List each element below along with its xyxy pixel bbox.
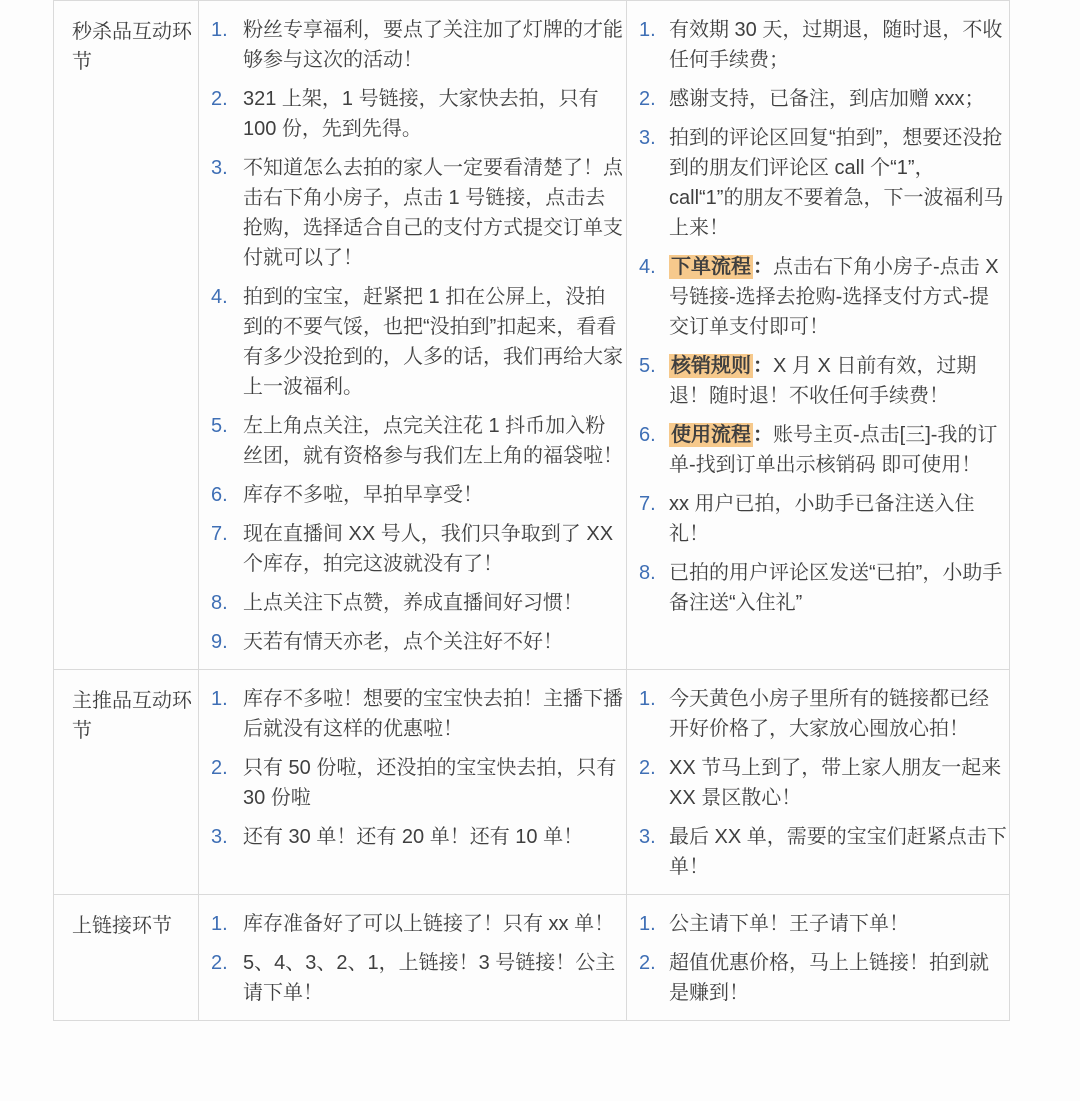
item-text xyxy=(669,489,1009,549)
text-segment: 库存不多啦，早拍早享受！ xyxy=(243,484,483,506)
script-item xyxy=(627,252,1009,342)
highlighted-term: 下单流程 xyxy=(671,256,751,278)
highlighted-term: 核销规则 xyxy=(671,355,751,377)
item-number: 2. xyxy=(639,88,656,110)
item-text xyxy=(669,351,1009,411)
text-segment: 点击右下角小房子-点击 X 号链接-选择去抢购-选择支付方式-提交订单支付即可！ xyxy=(669,256,999,338)
script-column-2 xyxy=(627,670,1009,894)
item-number: 7. xyxy=(639,493,656,515)
item-number: 4. xyxy=(639,256,656,278)
script-item xyxy=(199,411,626,471)
script-item xyxy=(199,588,626,618)
script-item xyxy=(627,123,1009,243)
item-text xyxy=(243,627,626,657)
item-text xyxy=(243,84,626,144)
text-segment: 上点关注下点赞，养成直播间好习惯！ xyxy=(243,592,583,614)
text-segment: 库存不多啦！想要的宝宝快去拍！主播下播后就没有这样的优惠啦！ xyxy=(243,688,623,740)
script-list xyxy=(627,895,1009,1020)
item-number: 4. xyxy=(211,286,228,308)
text-segment: 天若有情天亦老，点个关注好不好！ xyxy=(243,631,563,653)
item-number: 2. xyxy=(639,952,656,974)
script-item xyxy=(199,153,626,273)
script-item xyxy=(627,420,1009,480)
table-row xyxy=(54,895,1009,1020)
script-column-2 xyxy=(627,1,1009,669)
item-number: 6. xyxy=(211,484,228,506)
text-segment: xx 用户已拍，小助手已备注送入住礼！ xyxy=(669,493,975,545)
item-text xyxy=(243,519,626,579)
script-item xyxy=(199,15,626,75)
item-text xyxy=(243,480,626,510)
phase-label: 主推品互动环节 xyxy=(54,670,199,894)
phase-label: 上链接环节 xyxy=(54,895,199,1020)
item-text xyxy=(243,411,626,471)
script-item xyxy=(199,684,626,744)
item-number: 1. xyxy=(211,19,228,41)
phase-label: 秒杀品互动环节 xyxy=(54,1,199,669)
text-segment: ： xyxy=(753,256,773,278)
text-segment: 最后 XX 单，需要的宝宝们赶紧点击下单！ xyxy=(669,826,1007,878)
item-number: 2. xyxy=(639,757,656,779)
item-number: 1. xyxy=(211,913,228,935)
script-list xyxy=(199,895,626,1020)
text-segment: 超值优惠价格，马上上链接！拍到就是赚到！ xyxy=(669,952,989,1004)
script-column-1 xyxy=(199,670,627,894)
item-number: 3. xyxy=(639,826,656,848)
item-text xyxy=(669,909,1009,939)
text-segment: 粉丝专享福利，要点了关注加了灯牌的才能够参与这次的活动！ xyxy=(243,19,623,71)
text-segment: 5、4、3、2、1，上链接！3 号链接！公主请下单！ xyxy=(243,952,616,1004)
script-item xyxy=(627,15,1009,75)
script-column-1 xyxy=(199,1,627,669)
item-number: 1. xyxy=(639,19,656,41)
script-item xyxy=(199,84,626,144)
highlighted-term: 使用流程 xyxy=(671,424,751,446)
item-number: 1. xyxy=(639,913,656,935)
text-segment: 库存准备好了可以上链接了！只有 xx 单！ xyxy=(243,913,615,935)
script-list xyxy=(627,670,1009,894)
script-list xyxy=(199,670,626,864)
item-number: 5. xyxy=(211,415,228,437)
item-number: 7. xyxy=(211,523,228,545)
table-row xyxy=(54,670,1009,895)
script-item xyxy=(627,948,1009,1008)
script-item xyxy=(199,519,626,579)
script-item xyxy=(199,282,626,402)
script-item xyxy=(627,684,1009,744)
script-table xyxy=(53,0,1010,1021)
script-item xyxy=(199,909,626,939)
text-segment: 拍到的宝宝，赶紧把 1 扣在公屏上，没拍到的不要气馁，也把“没拍到”扣起来，看看有多少没抢到的，人多的话，我们再给大家上一波福利。 xyxy=(243,286,623,398)
item-text xyxy=(243,282,626,402)
text-segment: 左上角点关注，点完关注花 1 抖币加入粉丝团，就有资格参与我们左上角的福袋啦！ xyxy=(243,415,623,467)
text-segment: X 月 X 日前有效，过期退！随时退！不收任何手续费！ xyxy=(669,355,977,407)
item-text xyxy=(243,909,626,939)
item-text xyxy=(243,948,626,1008)
script-item xyxy=(627,351,1009,411)
text-segment: 账号主页-点击[三]-我的订单-找到订单出示核销码 即可使用！ xyxy=(669,424,998,476)
item-text xyxy=(669,420,1009,480)
item-number: 8. xyxy=(211,592,228,614)
item-text xyxy=(669,558,1009,618)
item-text xyxy=(669,15,1009,75)
script-item xyxy=(627,822,1009,882)
item-number: 3. xyxy=(639,127,656,149)
text-segment: 感谢支持，已备注，到店加赠 xxx； xyxy=(669,88,985,110)
item-text xyxy=(243,588,626,618)
item-number: 1. xyxy=(639,688,656,710)
text-segment: 拍到的评论区回复“拍到”，想要还没抢到的朋友们评论区 call 个“1”，call“1”的朋友不要着急，下一波福利马上来！ xyxy=(669,127,1004,239)
text-segment: 321 上架，1 号链接，大家快去拍，只有 100 份，先到先得。 xyxy=(243,88,599,140)
item-number: 1. xyxy=(211,688,228,710)
script-item xyxy=(199,753,626,813)
item-text xyxy=(669,252,1009,342)
item-number: 3. xyxy=(211,826,228,848)
text-segment: 不知道怎么去拍的家人一定要看清楚了！点击右下角小房子，点击 1 号链接，点击去抢购，选择适合自己的支付方式提交订单支付就可以了！ xyxy=(243,157,623,269)
item-number: 3. xyxy=(211,157,228,179)
item-number: 2. xyxy=(211,88,228,110)
script-item xyxy=(627,84,1009,114)
text-segment: 只有 50 份啦，还没拍的宝宝快去拍，只有 30 份啦 xyxy=(243,757,617,809)
text-segment: 已拍的用户评论区发送“已拍”，小助手备注送“入住礼” xyxy=(669,562,1003,614)
item-text xyxy=(669,123,1009,243)
script-item xyxy=(627,753,1009,813)
script-item xyxy=(199,627,626,657)
item-text xyxy=(669,753,1009,813)
text-segment: 有效期 30 天，过期退，随时退，不收任何手续费； xyxy=(669,19,1003,71)
script-list xyxy=(199,1,626,669)
item-number: 2. xyxy=(211,952,228,974)
text-segment: XX 节马上到了，带上家人朋友一起来 XX 景区散心！ xyxy=(669,757,1002,809)
item-number: 5. xyxy=(639,355,656,377)
text-segment: 现在直播间 XX 号人，我们只争取到了 XX 个库存，拍完这波就没有了！ xyxy=(243,523,614,575)
text-segment: 还有 30 单！还有 20 单！还有 10 单！ xyxy=(243,826,584,848)
script-item xyxy=(627,558,1009,618)
script-item xyxy=(627,489,1009,549)
item-text xyxy=(243,15,626,75)
item-text xyxy=(243,753,626,813)
item-text xyxy=(669,684,1009,744)
item-text xyxy=(243,684,626,744)
item-text xyxy=(243,822,626,852)
item-number: 2. xyxy=(211,757,228,779)
item-text xyxy=(669,822,1009,882)
script-column-1 xyxy=(199,895,627,1020)
table-row xyxy=(54,1,1009,670)
script-item xyxy=(199,822,626,852)
text-segment: ： xyxy=(753,355,773,377)
item-number: 8. xyxy=(639,562,656,584)
item-number: 9. xyxy=(211,631,228,653)
script-item xyxy=(199,480,626,510)
item-text xyxy=(669,84,1009,114)
script-column-2 xyxy=(627,895,1009,1020)
script-item xyxy=(627,909,1009,939)
script-list xyxy=(627,1,1009,630)
item-text xyxy=(669,948,1009,1008)
item-number: 6. xyxy=(639,424,656,446)
item-text xyxy=(243,153,626,273)
text-segment: 公主请下单！王子请下单！ xyxy=(669,913,909,935)
script-item xyxy=(199,948,626,1008)
text-segment: 今天黄色小房子里所有的链接都已经开好价格了，大家放心囤放心拍！ xyxy=(669,688,989,740)
text-segment: ： xyxy=(753,424,773,446)
